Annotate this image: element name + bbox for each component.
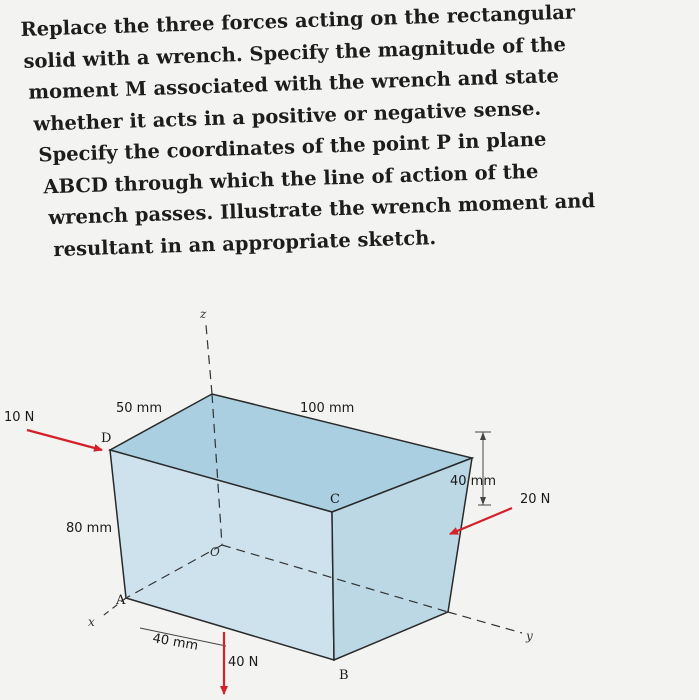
point-c-label: C xyxy=(330,492,340,507)
dim-40mm-bottom-label: 40 mm xyxy=(151,631,200,654)
point-d-label: D xyxy=(101,431,112,446)
force-20n-label: 20 N xyxy=(520,492,551,507)
dim-100mm-label: 100 mm xyxy=(300,401,355,416)
problem-line: Replace the three forces acting on the rectangular xyxy=(20,0,576,41)
force-10n-arrow xyxy=(27,430,102,450)
dim-40mm-arrowhead xyxy=(480,497,486,505)
problem-line: resultant in an appropriate sketch. xyxy=(53,225,437,261)
dim-40mm-side-label: 40 mm xyxy=(450,474,497,489)
x-axis-label: x xyxy=(88,615,95,629)
point-b-label: B xyxy=(339,668,349,683)
origin-label: O xyxy=(210,545,220,559)
y-axis-label: y xyxy=(526,629,533,643)
y-axis xyxy=(448,612,522,633)
force-10n-label: 10 N xyxy=(4,410,35,425)
problem-line: ABCD through which the line of action of the xyxy=(43,159,539,198)
dim-50mm-label: 50 mm xyxy=(116,401,163,416)
problem-line: Specify the coordinates of the point P in plane xyxy=(38,127,547,167)
z-axis xyxy=(206,325,212,394)
problem-line: whether it acts in a positive or negative sense. xyxy=(33,96,542,136)
point-a-label: A xyxy=(116,593,126,608)
problem-line: solid with a wrench. Specify the magnitude of the xyxy=(23,32,567,73)
dim-40mm-arrowhead xyxy=(480,432,486,440)
dim-80mm-label: 80 mm xyxy=(66,521,113,536)
force-40n-label: 40 N xyxy=(228,655,259,670)
problem-line: moment M associated with the wrench and state xyxy=(28,64,560,104)
z-axis-label: z xyxy=(200,307,207,321)
problem-line: wrench passes. Illustrate the wrench moment and xyxy=(48,189,596,230)
